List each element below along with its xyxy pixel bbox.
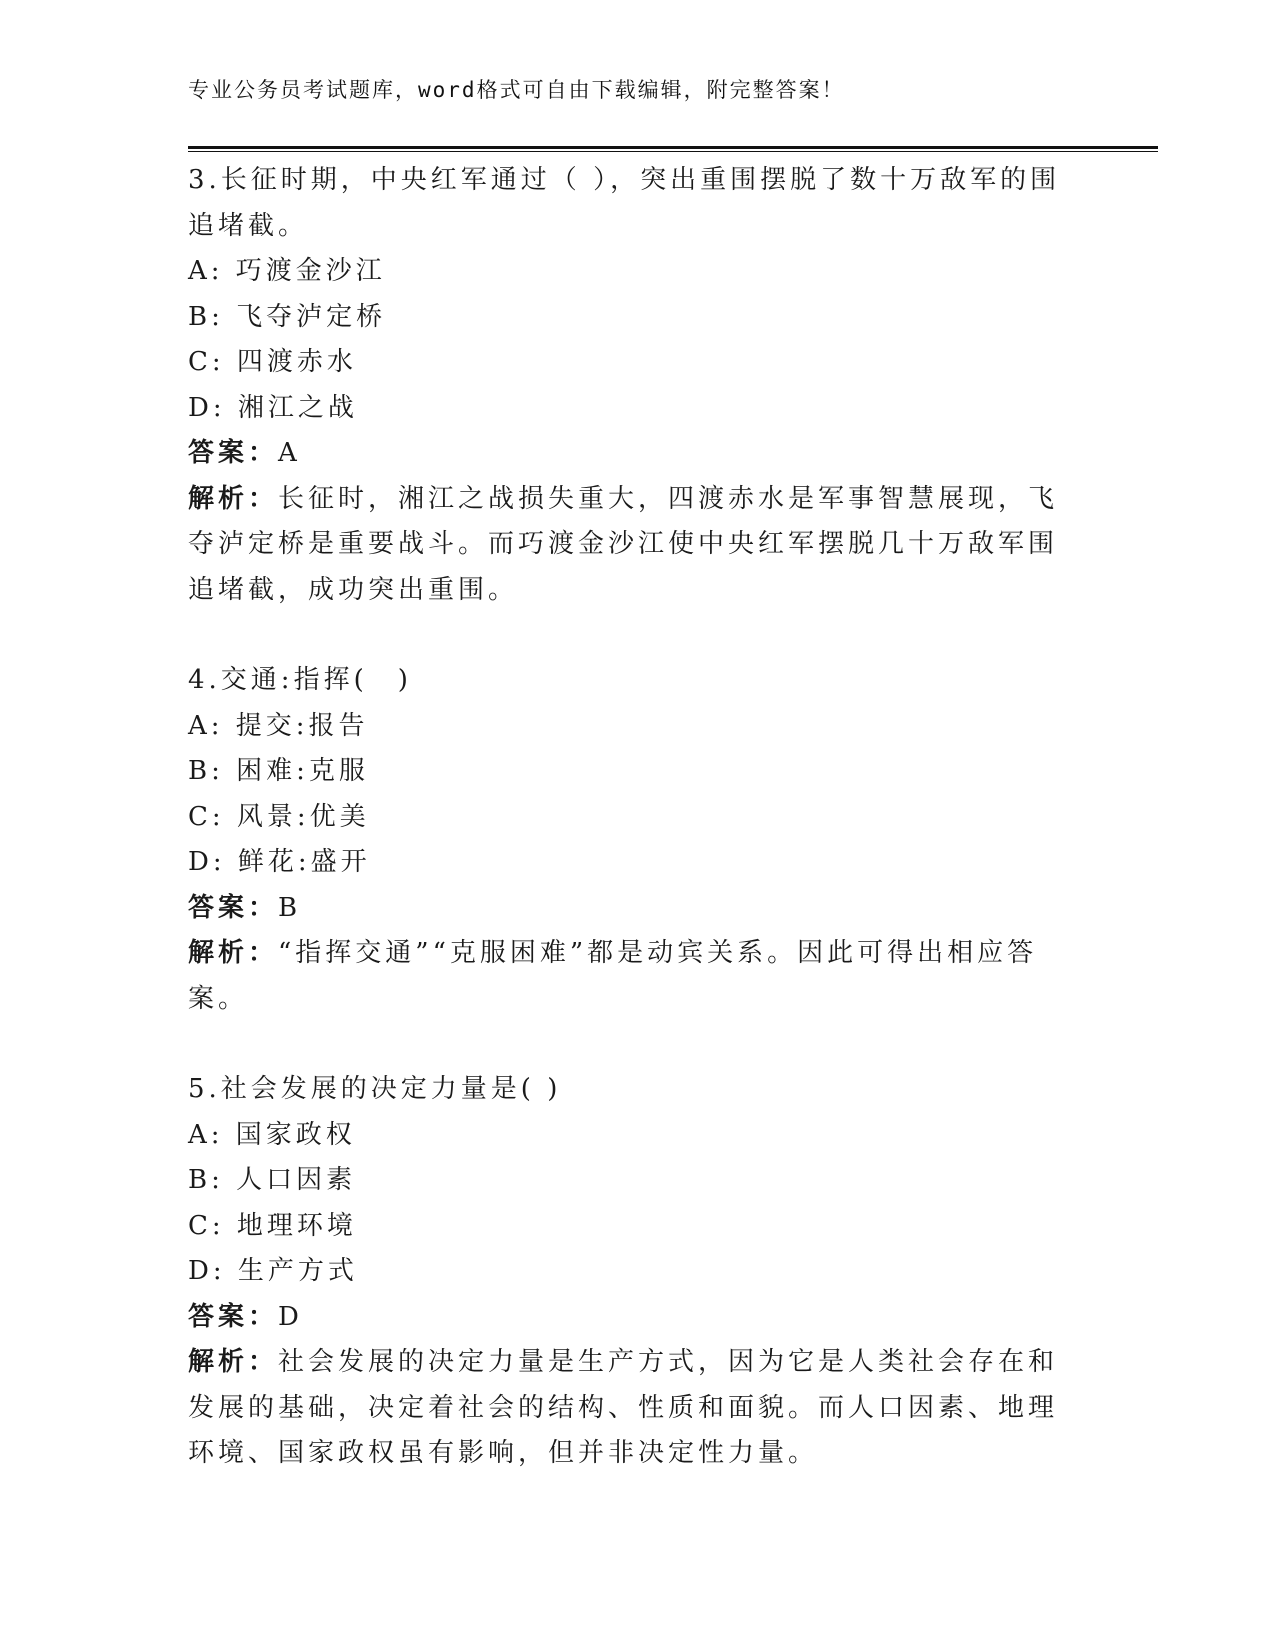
option-a: A: 巧渡金沙江 [188,256,386,286]
analysis-label: 解析： [188,483,279,514]
option-a: A: 提交:报告 [188,710,369,741]
question-5 [188,1067,1088,1477]
header-rule-thin [188,151,1158,152]
answer-label: 答案： [188,1301,279,1332]
option-b: B: 飞夺泸定桥 [188,301,387,332]
answer-label: 答案： [188,892,279,923]
option-c: C: 四渡赤水 [188,347,357,377]
option-d: D: 湘江之战 [188,392,358,423]
answer-value: A [278,438,301,468]
option-d: D: 鲜花:盛开 [188,847,371,877]
option-b: B: 困难:克服 [188,756,369,786]
option-c: C: 地理环境 [188,1210,357,1241]
analysis-label: 解析： [188,1347,279,1377]
question-4 [188,658,1088,1022]
spacer [188,1022,1088,1067]
answer-row [188,1295,1088,1341]
analysis-label: 解析： [188,938,279,968]
analysis-text: 社会发展的决定力量是生产方式，因为它是人类社会存在和发展的基础，决定着社会的结构、性质和面貌。而人口因素、地理环境、国家政权虽有影响，但并非决定性力量。 [188,1347,1059,1468]
answer-value: B [278,892,302,923]
answer-row [188,886,1088,932]
answer-value: D [278,1301,303,1332]
answer-row [188,431,1088,477]
question-stem: 3.长征时期，中央红军通过（ ），突出重围摆脱了数十万敌军的围追堵截。 [188,165,1061,241]
analysis-text: 长征时，湘江之战损失重大，四渡赤水是军事智慧展现，飞夺泸定桥是重要战斗。而巧渡金沙江使中央红军摆脱几十万敌军围追堵截，成功突出重围。 [188,483,1059,605]
analysis-row [188,1340,1068,1477]
analysis-row [188,477,1068,614]
question-list [188,158,1088,1477]
analysis-text: “指挥交通”“克服困难”都是动宾关系。因此可得出相应答案。 [188,938,1038,1014]
question-3 [188,158,1088,613]
spacer [188,613,1088,658]
analysis-row [188,931,1068,1022]
question-stem: 5.社会发展的决定力量是( ) [188,1074,562,1104]
page-header: 专业公务员考试题库，word格式可自由下载编辑，附完整答案！ [188,78,845,102]
option-b: B: 人口因素 [188,1165,357,1195]
answer-label: 答案： [188,438,279,468]
option-d: D: 生产方式 [188,1256,358,1286]
option-a: A: 国家政权 [188,1119,356,1150]
header-rule-thick [188,146,1158,149]
question-stem: 4.交通:指挥( ) [188,665,412,695]
option-c: C: 风景:优美 [188,801,370,832]
